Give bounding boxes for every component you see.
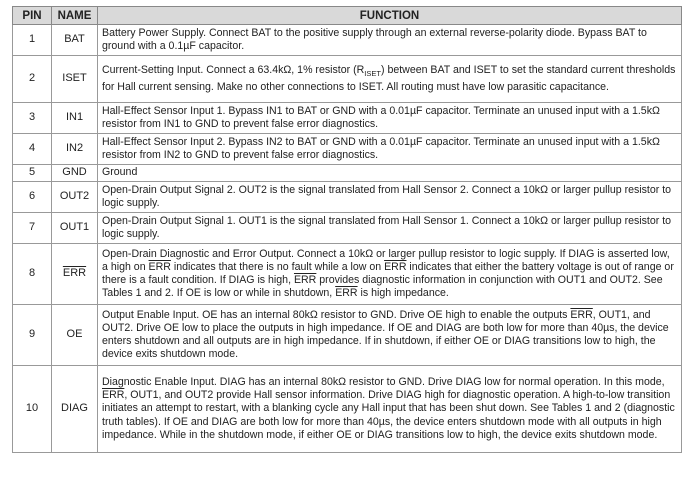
pin-number: 1 (13, 25, 52, 56)
pin-name: GND (52, 165, 98, 182)
pin-number: 7 (13, 213, 52, 244)
table-row (13, 213, 682, 244)
pin-function: Open-Drain Diagnostic and Error Output. Connect a 10kΩ or larger pullup resistor to logic supply. If DIAG is asserted low, a high on $\overline{ERR}$ indicates that there is no fault while a low on $\overline{ERR}$ indicates that either the battery voltage is out of range or there is a fault condition. If DIAG is high, $\overline{ERR}$ provides diagnostic information in conjunction with OUT1 and OUT2. See Tables 1 and 2. If OE is low or while in shutdown, $\overline{ERR}$ is high impedance. (98, 244, 682, 305)
pin-name: IN1 (52, 103, 98, 134)
pin-name: $\overline{ERR}$ (52, 244, 98, 305)
pin-number: 6 (13, 182, 52, 213)
header-pin: PIN (13, 7, 52, 25)
table-row (13, 56, 682, 103)
pin-name: IN2 (52, 134, 98, 165)
pin-function: Ground (98, 165, 682, 182)
pin-name: ISET (52, 56, 98, 103)
pin-description-table (12, 6, 682, 453)
pin-number: 10 (13, 366, 52, 453)
pin-number: 8 (13, 244, 52, 305)
pin-function: Current-Setting Input. Connect a 63.4kΩ, 1% resistor $(R_{ISET})$ between BAT and ISET to set the standard current thresholds for Hall current sensing. Make no other connections to ISET. All routing must have low parasitic capacitance. (98, 56, 682, 103)
pin-function: Diagnostic Enable Input. DIAG has an internal 80kΩ resistor to GND. Drive DIAG low for normal operation. In this mode, $\overline{ERR}$, OUT1, and OUT2 provide Hall sensor information. Drive DIAG high for diagnostic operation. A high-to-low transition initiates an attempt to restart, with a blanking cycle any Hall input that has been shut down. See Tables 1 and 2 (diagnostic truth tables). If OE and DIAG are both low for more than 40µs, the device enters shutdown mode with all outputs in high impedance. While in the shutdown mode, if either OE or DIAG transitions low to high, the device exits shutdown mode. (98, 366, 682, 453)
table-row (13, 305, 682, 366)
header-name: NAME (52, 7, 98, 25)
table-row (13, 244, 682, 305)
pin-number: 2 (13, 56, 52, 103)
table-row (13, 165, 682, 182)
table-row (13, 134, 682, 165)
pin-number: 3 (13, 103, 52, 134)
pin-function: Output Enable Input. OE has an internal 80kΩ resistor to GND. Drive OE high to enable the outputs $\overline{ERR}$, OUT1, and OUT2. Drive OE low to place the outputs in high impedance. If OE and DIAG are both low for more than 40µs, the device enters shutdown and all outputs are in high impedance. If in shutdown, if either OE or DIAG transitions low to high, the device exits shutdown mode. (98, 305, 682, 366)
pin-function: Open-Drain Output Signal 1. OUT1 is the signal translated from Hall Sensor 1. Connect a 10kΩ or larger pullup resistor to logic supply. (98, 213, 682, 244)
pin-function: Open-Drain Output Signal 2. OUT2 is the signal translated from Hall Sensor 2. Connect a 10kΩ or larger pullup resistor to logic supply. (98, 182, 682, 213)
pin-name: OUT1 (52, 213, 98, 244)
pin-number: 5 (13, 165, 52, 182)
pin-number: 9 (13, 305, 52, 366)
table-body (13, 25, 682, 453)
pin-name: OE (52, 305, 98, 366)
pin-name: BAT (52, 25, 98, 56)
header-function: FUNCTION (98, 7, 682, 25)
table-row (13, 366, 682, 453)
table-row (13, 103, 682, 134)
header-row (13, 7, 682, 25)
table-row (13, 25, 682, 56)
pin-name: OUT2 (52, 182, 98, 213)
pin-name: DIAG (52, 366, 98, 453)
pin-number: 4 (13, 134, 52, 165)
table-row (13, 182, 682, 213)
pin-function: Hall-Effect Sensor Input 1. Bypass IN1 to BAT or GND with a 0.01µF capacitor. Terminate an unused input with a 1.5kΩ resistor from IN1 to GND to prevent false error diagnostics. (98, 103, 682, 134)
pin-function: Battery Power Supply. Connect BAT to the positive supply through an external reverse-polarity diode. Bypass BAT to ground with a 0.1µF capacitor. (98, 25, 682, 56)
pin-function: Hall-Effect Sensor Input 2. Bypass IN2 to BAT or GND with a 0.01µF capacitor. Terminate an unused input with a 1.5kΩ resistor from IN2 to GND to prevent false error diagnostics. (98, 134, 682, 165)
